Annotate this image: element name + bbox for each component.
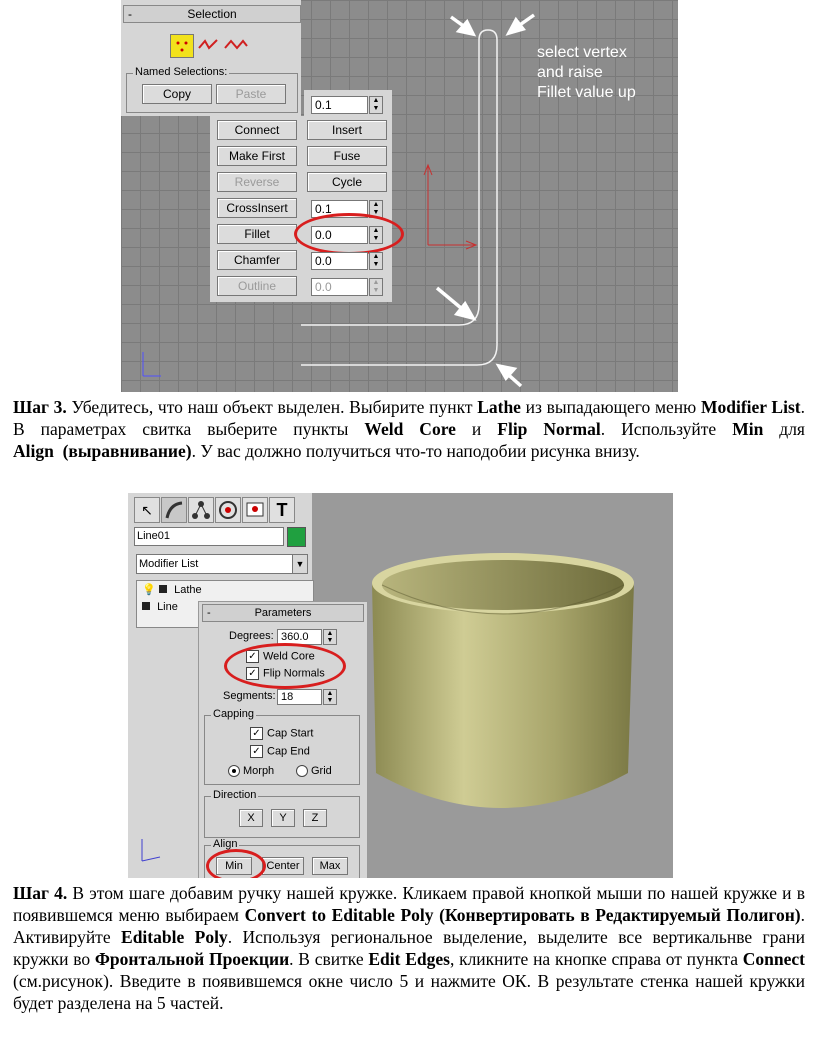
step3-text: Убедитесь, что наш объект выделен. Выбирите пункт	[66, 397, 478, 417]
align-min-button[interactable]: Min	[216, 857, 252, 875]
parameters-rollout-header[interactable]	[202, 604, 364, 622]
top-spinner-value: 0.1	[315, 98, 332, 112]
step4-text: . В свитке	[289, 949, 369, 969]
cap-start-checkbox[interactable]	[250, 727, 313, 740]
spinner-arrows-icon[interactable]: ▲ ▼	[369, 252, 383, 270]
paste-button[interactable]: Paste	[216, 84, 286, 104]
flip-normals-label: Flip Normals	[263, 667, 325, 680]
copy-button[interactable]: Copy	[142, 84, 212, 104]
direction-x-button[interactable]: X	[239, 809, 263, 827]
step4-paragraph	[13, 882, 805, 1042]
step4-prefix: Шаг 4.	[13, 883, 68, 903]
checkbox-check-icon: ✓	[246, 667, 259, 680]
cycle-button[interactable]: Cycle	[307, 172, 387, 192]
direction-title: Direction	[213, 789, 257, 801]
degrees-label: Degrees:	[229, 630, 274, 642]
connect-button[interactable]: Connect	[217, 120, 297, 140]
spinner-arrows-icon[interactable]: ▲ ▼	[369, 200, 383, 218]
cap-start-label: Cap Start	[267, 727, 314, 740]
align-title: Align	[213, 838, 238, 850]
step3-bold: Min	[732, 419, 764, 439]
step3-text: и	[455, 419, 498, 439]
segments-spinner[interactable]	[277, 689, 334, 705]
spinner-arrows-icon[interactable]: ▲ ▼	[323, 629, 337, 645]
step3-text: . В параметрах свитка выберите пункты	[13, 397, 805, 439]
cap-end-checkbox[interactable]	[250, 745, 310, 758]
chamfer-button[interactable]: Chamfer	[217, 250, 297, 270]
fillet-button[interactable]: Fillet	[217, 224, 297, 244]
spinner-arrows-icon[interactable]: ▲ ▼	[369, 278, 383, 296]
spinner-arrows-icon[interactable]: ▲ ▼	[323, 689, 337, 705]
step4-text: . Используя региональное выделение, выделите все вертикальнве грани кружки во	[13, 927, 805, 969]
arrow-icon	[499, 366, 521, 386]
make-first-button[interactable]: Make First	[217, 146, 297, 166]
lathe-screenshot	[128, 493, 673, 878]
step4-text: , кликните на кнопке справа от пункта	[449, 949, 743, 969]
step3-bold: Modifier List	[700, 397, 801, 417]
weld-flip-highlight-ellipse	[224, 643, 346, 689]
step3-text: . У вас должно получиться что-то наподобии рисунка внизу.	[191, 441, 640, 461]
object-name-value: Line01	[137, 530, 171, 542]
lightbulb-icon[interactable]: 💡	[142, 584, 156, 596]
hint-line-3: Fillet value up	[537, 84, 636, 101]
outline-value: 0.0	[315, 280, 332, 294]
object-name-field[interactable]	[134, 527, 284, 546]
expand-icon[interactable]	[142, 602, 150, 610]
align-center-button[interactable]: Center	[262, 857, 304, 875]
chamfer-value: 0.0	[315, 254, 332, 268]
editable-spline-screenshot	[121, 0, 678, 392]
morph-label: Morph	[243, 765, 275, 777]
step3-bold: Flip Normal	[497, 419, 601, 439]
fuse-button[interactable]: Fuse	[307, 146, 387, 166]
step3-text: для	[763, 419, 805, 439]
crossinsert-value: 0.1	[315, 202, 332, 216]
checkbox-check-icon: ✓	[250, 745, 263, 758]
axis-icon	[130, 833, 170, 873]
stack-item-label: Lathe	[174, 584, 202, 596]
step4-text: В этом шаге добавим ручку нашей кружке. Кликаем правой кнопкой мыши по нашей кружке и в появившемся меню выбираем	[13, 883, 805, 925]
chevron-down-icon[interactable]: ▼	[292, 555, 307, 573]
step4-text: (см.рисунок). Введите в появившемся окне число 5 и нажмите ОК. В результате стенка нашей кружки будет разделена на 5 частей.	[13, 971, 805, 1013]
segments-label: Segments:	[223, 690, 276, 702]
segments-value: 18	[281, 691, 294, 703]
selection-header-label: Selection	[187, 7, 237, 21]
motion-tab-icon[interactable]	[215, 497, 241, 523]
outline-button[interactable]: Outline	[217, 276, 297, 296]
step4-bold: Connect	[742, 949, 805, 969]
create-tab-icon[interactable]: ↖	[134, 497, 160, 523]
cup-render	[366, 543, 666, 833]
spinner-arrows-icon[interactable]: ▲ ▼	[369, 96, 383, 114]
cap-end-label: Cap End	[267, 745, 310, 758]
radio-selected-icon	[228, 765, 240, 777]
direction-y-button[interactable]: Y	[271, 809, 295, 827]
insert-button[interactable]: Insert	[307, 120, 387, 140]
display-tab-icon[interactable]	[242, 497, 268, 523]
step4-bold: Editable Poly	[121, 927, 228, 947]
direction-z-button[interactable]: Z	[303, 809, 327, 827]
step3-paragraph	[13, 396, 805, 484]
radio-icon	[296, 765, 308, 777]
parameters-header-label: Parameters	[254, 607, 312, 619]
expand-icon[interactable]	[159, 585, 167, 593]
checkbox-check-icon: ✓	[246, 650, 259, 663]
utilities-tab-icon[interactable]: T	[269, 497, 295, 523]
modify-tab-icon[interactable]	[161, 497, 187, 523]
step4-bold: Фронтальной Проекции	[94, 949, 290, 969]
spinner-arrows-icon[interactable]: ▲ ▼	[369, 226, 383, 244]
step3-bold: Lathe	[477, 397, 521, 417]
hint-line-2: and raise	[537, 64, 603, 81]
collapse-icon: -	[207, 607, 211, 619]
checkbox-check-icon: ✓	[250, 727, 263, 740]
align-max-button[interactable]: Max	[312, 857, 348, 875]
step4-bold: Convert to Editable Poly (Конвертировать в Редактируемый Полигон)	[244, 905, 801, 925]
arrow-icon	[437, 288, 473, 318]
object-color-swatch[interactable]	[287, 527, 306, 547]
step3-prefix: Шаг 3.	[13, 397, 67, 417]
stack-item-label: Line	[157, 601, 178, 613]
step3-text: . Используйте	[600, 419, 733, 439]
fillet-value: 0.0	[315, 228, 332, 242]
modifier-list-label: Modifier List	[139, 558, 199, 570]
morph-radio[interactable]	[228, 765, 274, 777]
hint-line-1: select vertex	[537, 44, 627, 61]
step3-bold: Align	[13, 441, 54, 461]
grid-label: Grid	[311, 765, 332, 777]
named-selections-label: Named Selections:	[135, 66, 228, 78]
arrow-icon	[451, 17, 473, 34]
reverse-button[interactable]: Reverse	[217, 172, 297, 192]
hierarchy-tab-icon[interactable]	[188, 497, 214, 523]
modifier-list-dropdown[interactable]	[136, 554, 308, 574]
arrow-icon	[509, 15, 534, 33]
step3-text: из выпадающего меню	[520, 397, 701, 417]
capping-title: Capping	[213, 708, 254, 720]
step4-text: . Активируйте	[13, 905, 805, 947]
align-min-highlight-ellipse	[206, 849, 266, 878]
collapse-icon: -	[128, 7, 132, 21]
crossinsert-button[interactable]: CrossInsert	[217, 198, 297, 218]
grid-radio[interactable]	[296, 765, 332, 777]
step3-bold: (выравнивание)	[62, 441, 192, 461]
degrees-value: 360.0	[281, 631, 309, 643]
stack-item-lathe[interactable]	[142, 582, 302, 598]
step4-bold: Edit Edges	[368, 949, 450, 969]
weld-core-label: Weld Core	[263, 650, 315, 663]
step3-bold: Weld Core	[364, 419, 456, 439]
